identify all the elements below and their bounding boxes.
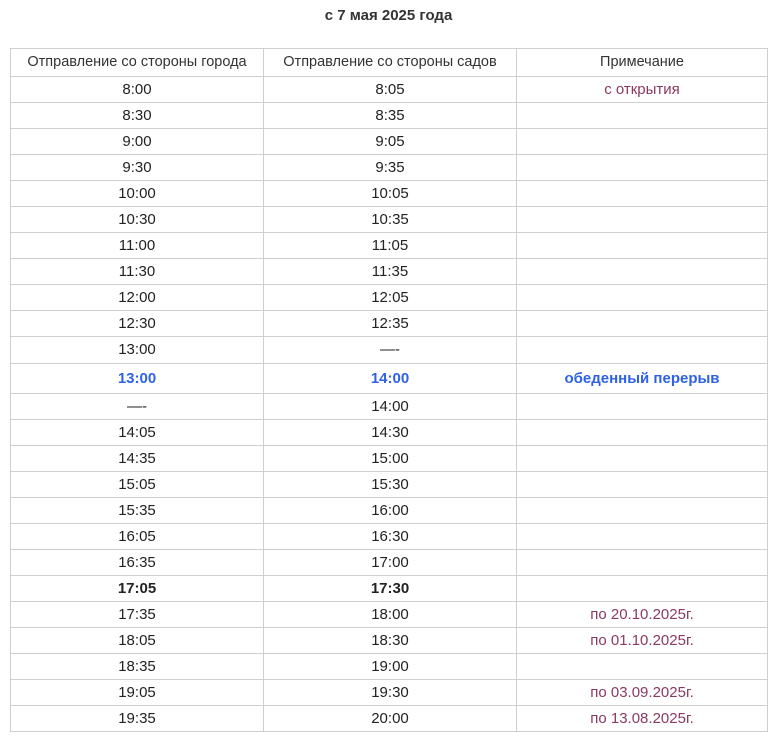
table-row: [11, 498, 768, 524]
gardens-departure-cell: 14:00: [264, 394, 517, 420]
gardens-departure-cell: 11:35: [264, 259, 517, 285]
table-row: [11, 706, 768, 732]
city-departure-cell: 17:35: [11, 602, 264, 628]
gardens-departure-cell: 16:00: [264, 498, 517, 524]
city-departure-cell: 14:35: [11, 446, 264, 472]
gardens-departure-cell: 9:05: [264, 129, 517, 155]
gardens-departure-cell: 10:35: [264, 207, 517, 233]
table-row: [11, 472, 768, 498]
note-cell: [517, 654, 768, 680]
table-row: [11, 576, 768, 602]
table-row: [11, 103, 768, 129]
city-departure-cell: 18:35: [11, 654, 264, 680]
city-departure-cell: 10:30: [11, 207, 264, 233]
gardens-departure-cell: 8:35: [264, 103, 517, 129]
table-row: [11, 628, 768, 654]
table-row: [11, 420, 768, 446]
gardens-departure-cell: 15:00: [264, 446, 517, 472]
gardens-departure-cell: 15:30: [264, 472, 517, 498]
note-cell: [517, 550, 768, 576]
note-cell: [517, 155, 768, 181]
table-row: [11, 155, 768, 181]
gardens-departure-cell: 9:35: [264, 155, 517, 181]
note-cell: с открытия: [517, 77, 768, 103]
gardens-departure-cell: 8:05: [264, 77, 517, 103]
header-city-departure: Отправление со стороны города: [11, 49, 264, 77]
note-cell: [517, 472, 768, 498]
gardens-departure-cell: 17:30: [264, 576, 517, 602]
city-departure-cell: 11:30: [11, 259, 264, 285]
note-cell: [517, 207, 768, 233]
gardens-departure-cell: 11:05: [264, 233, 517, 259]
page-title: с 7 мая 2025 года: [324, 7, 453, 24]
city-departure-cell: 19:35: [11, 706, 264, 732]
note-cell: [517, 420, 768, 446]
note-cell: [517, 103, 768, 129]
note-cell: по 20.10.2025г.: [517, 602, 768, 628]
gardens-departure-cell: 19:00: [264, 654, 517, 680]
city-departure-cell: 18:05: [11, 628, 264, 654]
table-row: [11, 233, 768, 259]
table-row: [11, 524, 768, 550]
city-departure-cell: 19:05: [11, 680, 264, 706]
note-cell: [517, 129, 768, 155]
city-departure-cell: 8:00: [11, 77, 264, 103]
city-departure-cell: 15:05: [11, 472, 264, 498]
table-header-row: [11, 49, 768, 77]
schedule-table: [10, 48, 768, 732]
note-cell: [517, 259, 768, 285]
note-cell: [517, 394, 768, 420]
note-cell: [517, 181, 768, 207]
table-row: [11, 129, 768, 155]
gardens-departure-cell: —-: [264, 337, 517, 364]
gardens-departure-cell: 10:05: [264, 181, 517, 207]
city-departure-cell: 17:05: [11, 576, 264, 602]
city-departure-cell: 12:30: [11, 311, 264, 337]
note-cell: обеденный перерыв: [517, 364, 768, 394]
note-cell: [517, 524, 768, 550]
city-departure-cell: 14:05: [11, 420, 264, 446]
gardens-departure-cell: 12:05: [264, 285, 517, 311]
gardens-departure-cell: 17:00: [264, 550, 517, 576]
gardens-departure-cell: 18:30: [264, 628, 517, 654]
table-row: [11, 446, 768, 472]
gardens-departure-cell: 14:30: [264, 420, 517, 446]
table-row: [11, 654, 768, 680]
note-cell: по 03.09.2025г.: [517, 680, 768, 706]
table-row: [11, 602, 768, 628]
table-row: [11, 285, 768, 311]
city-departure-cell: 11:00: [11, 233, 264, 259]
note-cell: [517, 233, 768, 259]
table-row: [11, 337, 768, 364]
city-departure-cell: 15:35: [11, 498, 264, 524]
city-departure-cell: 8:30: [11, 103, 264, 129]
city-departure-cell: 12:00: [11, 285, 264, 311]
city-departure-cell: 16:05: [11, 524, 264, 550]
gardens-departure-cell: 20:00: [264, 706, 517, 732]
header-gardens-departure: Отправление со стороны садов: [264, 49, 517, 77]
table-row: [11, 77, 768, 103]
note-cell: [517, 446, 768, 472]
lunch-break-row: [11, 364, 768, 394]
table-row: [11, 550, 768, 576]
city-departure-cell: 16:35: [11, 550, 264, 576]
city-departure-cell: 9:30: [11, 155, 264, 181]
table-row: [11, 181, 768, 207]
note-cell: [517, 311, 768, 337]
city-departure-cell: 13:00: [11, 337, 264, 364]
city-departure-cell: 10:00: [11, 181, 264, 207]
note-cell: [517, 337, 768, 364]
gardens-departure-cell: 12:35: [264, 311, 517, 337]
note-cell: [517, 576, 768, 602]
city-departure-cell: —-: [11, 394, 264, 420]
city-departure-cell: 13:00: [11, 364, 264, 394]
table-row: [11, 207, 768, 233]
note-cell: по 13.08.2025г.: [517, 706, 768, 732]
note-cell: [517, 498, 768, 524]
gardens-departure-cell: 19:30: [264, 680, 517, 706]
gardens-departure-cell: 16:30: [264, 524, 517, 550]
gardens-departure-cell: 14:00: [264, 364, 517, 394]
table-row: [11, 259, 768, 285]
table-row: [11, 680, 768, 706]
note-cell: по 01.10.2025г.: [517, 628, 768, 654]
note-cell: [517, 285, 768, 311]
city-departure-cell: 9:00: [11, 129, 264, 155]
table-row: [11, 311, 768, 337]
header-note: Примечание: [517, 49, 768, 77]
table-row: [11, 394, 768, 420]
gardens-departure-cell: 18:00: [264, 602, 517, 628]
